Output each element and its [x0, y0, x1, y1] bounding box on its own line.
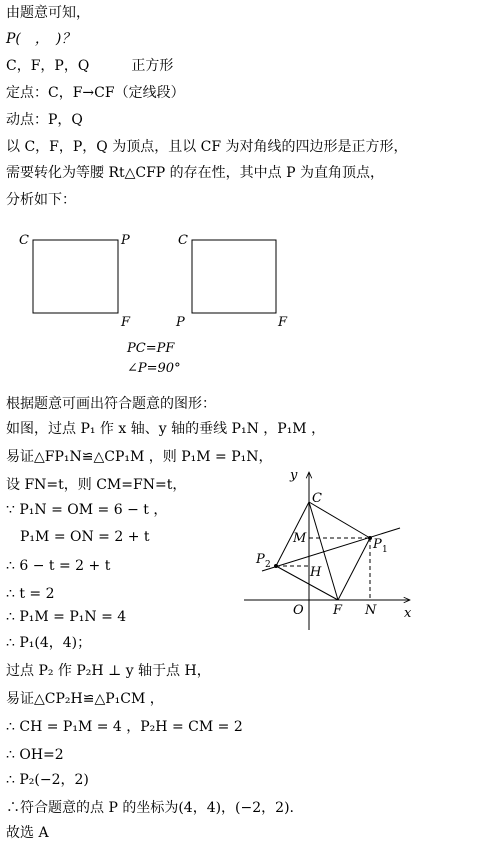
square1-label-c: C: [19, 233, 29, 248]
text-line-24: ∴符合题意的点 P 的坐标为(4，4)，(−2，2).: [6, 800, 294, 816]
square1-label-f: F: [121, 315, 131, 330]
text-line-21: ∴ CH = P₁M = 4 ，P₂H = CM = 2: [6, 719, 243, 735]
text-line-12: 设 FN=t，则 CM=FN=t，: [6, 477, 187, 493]
segment-p1f: [338, 538, 370, 600]
text-line-13: ∵ P₁N = OM = 6 − t ，: [6, 502, 168, 518]
label-o: O: [293, 603, 304, 618]
condition-pc-pf: PC=PF: [127, 341, 175, 356]
label-p1-subscript: 1: [382, 545, 388, 555]
text-line-17: ∴ P₁M = P₁N = 4: [6, 609, 127, 625]
text-line-18: ∴ P₁(4，4)；: [6, 635, 92, 651]
square2-label-c: C: [178, 233, 188, 248]
point-p1: [368, 536, 372, 540]
text-line-1: 由题意可知，: [6, 5, 90, 21]
label-x-axis: x: [404, 606, 412, 621]
label-y-axis: y: [290, 468, 298, 483]
point-p2: [274, 564, 278, 568]
text-line-6: 以 C，F，P，Q 为顶点，且以 CF 为对角线的四边形是正方形，: [6, 139, 408, 155]
text-line-5: 动点：P，Q: [6, 112, 83, 128]
text-line-15: ∴ 6 − t = 2 + t: [6, 558, 111, 574]
label-n: N: [365, 603, 377, 618]
label-c: C: [312, 491, 322, 506]
text-line-20: 易证△CP₂H≌△P₁CM ，: [6, 691, 164, 707]
text-line-4: 定点：C，F→CF（定线段）: [6, 85, 185, 101]
label-p1: P: [373, 537, 382, 552]
label-f: F: [333, 603, 343, 618]
text-line-11: 易证△FP₁N≌△CP₁M ，则 P₁M = P₁N，: [6, 449, 273, 465]
label-p2: P: [256, 552, 265, 567]
text-line-22: ∴ OH=2: [6, 747, 64, 763]
text-line-10: 如图，过点 P₁ 作 x 轴、y 轴的垂线 P₁N ，P₁M ，: [6, 421, 326, 437]
condition-angle-p: ∠P=90°: [127, 361, 181, 376]
text-line-3: C，F，P，Q 正方形: [6, 58, 174, 74]
text-line-14: P₁M = ON = 2 + t: [6, 529, 150, 545]
text-line-8: 分析如下：: [6, 192, 76, 208]
label-m: M: [293, 531, 307, 546]
segment-p2f: [276, 566, 338, 600]
label-p2-subscript: 2: [265, 560, 271, 570]
text-line-2: P( ， )？: [6, 31, 76, 47]
text-line-16: ∴ t = 2: [6, 586, 55, 602]
square2-label-p: P: [176, 315, 185, 330]
text-line-7: 需要转化为等腰 Rt△CFP 的存在性，其中点 P 为直角顶点，: [6, 165, 384, 181]
text-line-23: ∴ P₂(−2，2): [6, 772, 89, 788]
square2-label-f: F: [278, 315, 288, 330]
text-line-9: 根据题意可画出符合题意的图形：: [6, 396, 216, 412]
text-line-25: 故选 A: [6, 825, 49, 841]
square1-label-p: P: [121, 233, 130, 248]
text-line-19: 过点 P₂ 作 P₂H ⊥ y 轴于点 H，: [6, 663, 211, 679]
label-h: H: [310, 565, 322, 580]
